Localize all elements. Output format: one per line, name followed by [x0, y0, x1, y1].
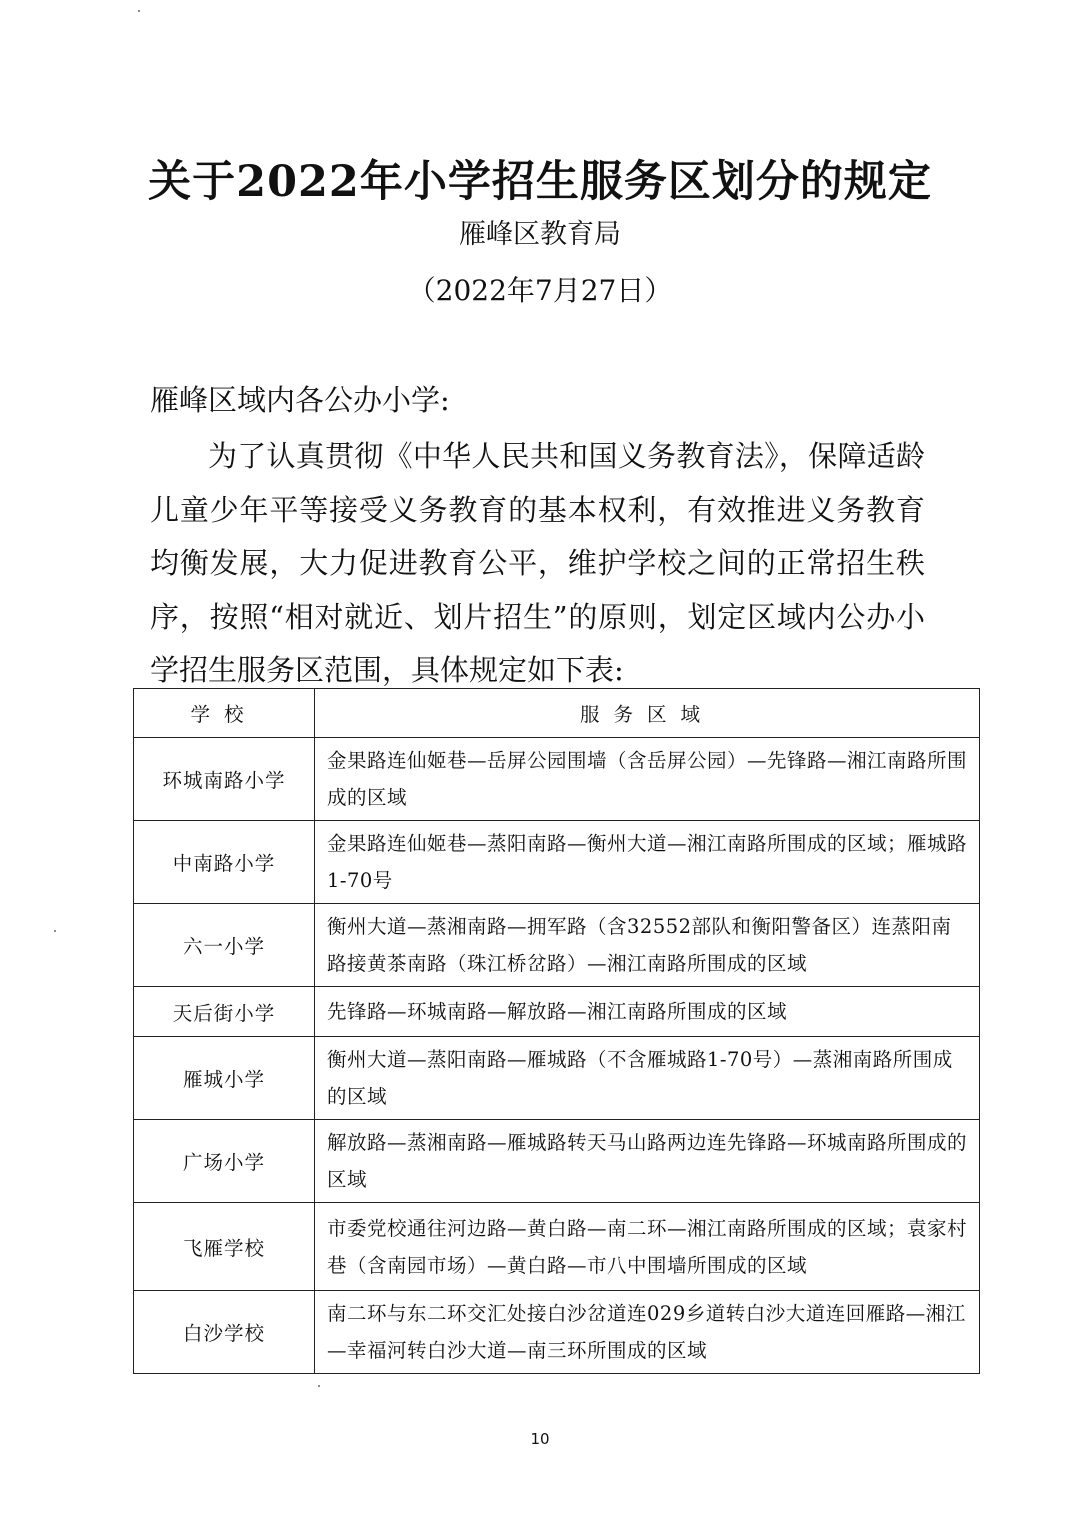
document-title: 关于2022年小学招生服务区划分的规定: [148, 157, 932, 207]
school-name: 广场小学: [134, 1120, 315, 1203]
service-area: 衡州大道—蒸湘南路—拥军路（含32552部队和衡阳警备区）连蒸阳南路接黄茶南路（珠江桥岔路）—湘江南路所围成的区域: [315, 904, 980, 987]
scan-speck: [138, 10, 140, 12]
header-service-area: 服务区域: [315, 689, 980, 738]
table-row: [134, 1120, 980, 1203]
service-area: 金果路连仙姬巷—岳屏公园围墙（含岳屏公园）—先锋路—湘江南路所围成的区域: [315, 738, 980, 821]
school-name: 雁城小学: [134, 1037, 315, 1120]
service-area: 金果路连仙姬巷—蒸阳南路—衡州大道—湘江南路所围成的区域；雁城路1-70号: [315, 821, 980, 904]
table-row: [134, 904, 980, 987]
page-number: 10: [530, 1430, 550, 1448]
school-name: 环城南路小学: [134, 738, 315, 821]
scan-speck: [54, 930, 56, 932]
issue-date: （2022年7月27日）: [407, 274, 673, 307]
header-school: 学校: [134, 689, 315, 738]
school-name: 白沙学校: [134, 1291, 315, 1374]
service-area: 解放路—蒸湘南路—雁城路转天马山路两边连先锋路—环城南路所围成的区域: [315, 1120, 980, 1203]
service-area: 市委党校通往河边路—黄白路—南二环—湘江南路所围成的区域；袁家村巷（含南园市场）—黄白路—市八中围墙所围成的区域: [315, 1203, 980, 1291]
school-name: 飞雁学校: [134, 1203, 315, 1291]
body-paragraph: 为了认真贯彻《中华人民共和国义务教育法》，保障适龄儿童少年平等接受义务教育的基本权利，有效推进义务教育均衡发展，大力促进教育公平，维护学校之间的正常招生秩序，按照“相对就近、划片招生”的原则，划定区域内公办小学招生服务区范围，具体规定如下表:: [150, 439, 925, 687]
service-area: 先锋路—环城南路—解放路—湘江南路所围成的区域: [315, 987, 980, 1037]
table-row: [134, 1291, 980, 1374]
table-header-row: [134, 689, 980, 738]
table-row: [134, 1203, 980, 1291]
school-name: 六一小学: [134, 904, 315, 987]
school-name: 中南路小学: [134, 821, 315, 904]
table-row: [134, 738, 980, 821]
table-row: [134, 987, 980, 1037]
scan-speck: [318, 1385, 320, 1387]
table-row: [134, 1037, 980, 1120]
service-area: 南二环与东二环交汇处接白沙岔道连029乡道转白沙大道连回雁路—湘江—幸福河转白沙大道—南三环所围成的区域: [315, 1291, 980, 1374]
school-name: 天后街小学: [134, 987, 315, 1037]
table-row: [134, 821, 980, 904]
service-area: 衡州大道—蒸阳南路—雁城路（不含雁城路1-70号）—蒸湘南路所围成的区域: [315, 1037, 980, 1120]
issuer: 雁峰区教育局: [459, 219, 621, 250]
service-zone-table: [133, 688, 980, 1374]
salutation: 雁峰区域内各公办小学:: [150, 383, 450, 417]
